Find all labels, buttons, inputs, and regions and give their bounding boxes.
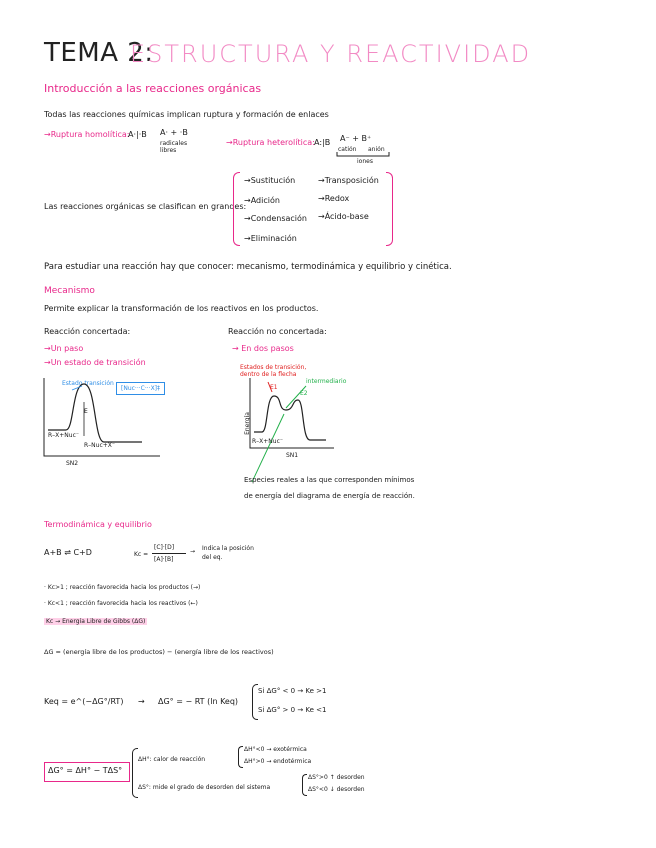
nonconcerted-energy-diagram [248, 378, 338, 458]
classification-item: →Condensación [244, 214, 307, 223]
nonconcerted-title: Reacción no concertada: [228, 327, 327, 336]
keq-case: Si ΔG° < 0 → Ke >1 [258, 687, 327, 695]
kc-note: Indica la posición del eq. [202, 545, 254, 561]
thermo-heading: Termodinámica y equilibrio [44, 520, 152, 529]
gibbs-line [44, 618, 147, 625]
concerted-products: R–Nuc+X⁻ [84, 442, 116, 449]
concerted-title: Reacción concertada: [44, 327, 131, 336]
kc-bullet: · Kc<1 ; reacción favorecida hacia los reactivos (←) [44, 600, 198, 607]
kc-bullet: · Kc>1 ; reacción favorecida hacia los productos (→) [44, 584, 201, 591]
delta-h-line: ΔH°: calor de reacción [138, 756, 206, 763]
heterolytic-anion: catión [338, 146, 357, 153]
homolytic-products: A· + ·B [160, 128, 188, 137]
delta-h-case: ΔH°<0 → exotérmica [244, 746, 307, 753]
keq-case: Si ΔG° > 0 → Ke <1 [258, 706, 327, 714]
equilibrium-equation: A+B ⇌ C+D [44, 548, 92, 557]
classification-brace-left [233, 172, 240, 246]
intro-heading: Introducción a las reacciones orgánicas [44, 82, 262, 95]
delta-g-definition: ΔG = (energía libre de los productos) − (energía libre de los reactivos) [44, 648, 274, 656]
delta-h-brace [238, 746, 243, 768]
mechanism-heading: Mecanismo [44, 286, 95, 296]
page-subtitle: ESTRUCTURA Y REACTIVIDAD [130, 40, 532, 68]
concerted-item: →Un estado de transición [44, 358, 146, 367]
kc-denominator: [A]·[B] [154, 556, 174, 563]
kc-fraction-line [152, 553, 186, 554]
delta-s-brace [302, 774, 307, 796]
kc-label: Kc = [134, 551, 149, 558]
heterolytic-label: →Ruptura heterolítica: [226, 138, 315, 147]
concerted-axis-y: E [84, 408, 88, 415]
heterolytic-products: A⁻ + B⁺ [340, 134, 372, 143]
nonconcerted-ts-mark: E1 [270, 384, 278, 391]
delta-s-line: ΔS°: mide el grado de desorden del sistema [138, 784, 271, 791]
gibbs-equation-text: ΔG° = ΔH° − TΔS° [48, 766, 123, 775]
heterolytic-cation: anión [368, 146, 385, 153]
gibbs-line-text: Kc → Energía Libre de Gibbs (ΔG) [46, 618, 146, 625]
nonconcerted-axis-x: SN1 [286, 452, 299, 459]
classification-brace-right [386, 172, 393, 246]
delta-g0-expression: ΔG° = − RT (ln Keq) [158, 697, 239, 706]
nonconcerted-reactants: R–X+Nuc⁻ [252, 438, 284, 445]
page-title: TEMA 2: [44, 38, 154, 68]
classification-item: →Adición [244, 196, 280, 205]
nonconcerted-item: → En dos pasos [232, 344, 294, 353]
kc-arrow: → [190, 548, 196, 555]
concerted-ts-label: Estado transición [62, 380, 114, 387]
nonconcerted-axis-y: Energía [243, 412, 251, 435]
concerted-ts-formula: [Nuc···C···X]‡ [116, 382, 165, 395]
classification-item: →Eliminación [244, 234, 297, 243]
delta-s-case: ΔS°>0 ↑ desorden [308, 774, 365, 781]
heterolytic-bracket [336, 152, 390, 158]
mechanism-note: Especies reales a las que corresponden mínimos [244, 476, 415, 484]
classification-item: →Sustitución [244, 176, 296, 185]
intro-line: Todas las reacciones químicas implican ruptura y formación de enlaces [44, 110, 329, 119]
homolytic-formula: A·|·B [128, 130, 147, 139]
keq-arrow: → [138, 697, 145, 706]
concerted-reactants: R–X+Nuc⁻ [48, 432, 80, 439]
mechanism-note: de energía del diagrama de energía de reacción. [244, 492, 415, 500]
nonconcerted-int-label: intermediario [306, 378, 347, 385]
study-line: Para estudiar una reacción hay que conocer: mecanismo, termodinámica y equilibrio y cinética. [44, 262, 452, 272]
classification-item: →Transposición [318, 176, 379, 185]
classification-item: →Ácido-base [318, 212, 369, 221]
keq-expression: Keq = e^(−ΔG°/RT) [44, 697, 124, 706]
homolytic-label: →Ruptura homolítica: [44, 130, 130, 139]
classification-lead: Las reacciones orgánicas se clasifican en grandes: [44, 202, 247, 211]
homolytic-note: radicales libres [160, 140, 188, 154]
delta-s-case: ΔS°<0 ↓ desorden [308, 786, 365, 793]
concerted-axis-x: SN2 [66, 460, 79, 467]
nonconcerted-ts-label: Estados de transición, dentro de la flecha [240, 364, 307, 378]
concerted-item: →Un paso [44, 344, 84, 353]
heterolytic-note: iones [357, 158, 373, 165]
classification-item: →Redox [318, 194, 350, 203]
delta-h-case: ΔH°>0 → endotérmica [244, 758, 312, 765]
mechanism-line: Permite explicar la transformación de los reactivos en los productos. [44, 304, 319, 313]
kc-numerator: [C]·[D] [154, 544, 175, 551]
heterolytic-formula: A:|B [314, 138, 331, 147]
nonconcerted-int-mark: E2 [300, 390, 308, 397]
